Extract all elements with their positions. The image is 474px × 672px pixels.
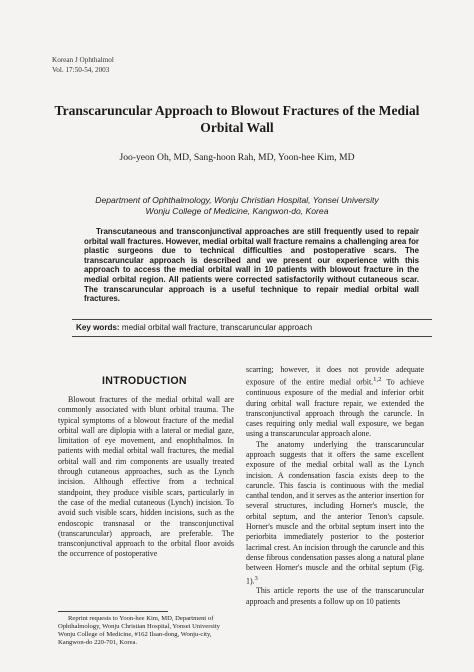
intro-paragraph-2: [246, 440, 424, 587]
body-column-left: [58, 395, 234, 560]
intro-paragraph-1: Blowout fractures of the medial orbital wall are commonly associated with blunt orbital trauma. The typical symptoms of a blowout fracture of the medial orbital wall are diplopia with a lateral or medial gaze, limitation of eye movement, and enophthalmos. In patients with medial orbital wall fractures, the medial orbital wall and rim components are usually treated through cutaneous approaches, such as the Lynch incision. Although effective from a technical standpoint, they produce visible scars, particularly in the case of the medial cutaneous (Lynch) incision. To avoid such visible scars, hidden incisions, such as the endoscopic transnasal or the transconjunctival (transcaruncular) approach, are preferable. The transconjunctival approach to the orbital floor avoids the occurrence of postoperative: [58, 395, 234, 559]
intro-paragraph-continued: [246, 365, 424, 440]
section-heading-introduction: INTRODUCTION: [102, 375, 187, 387]
reprint-footnote: Reprint requests to Yoon-hee Kim, MD, Department of Ophthalmology, Wonju Christian Hospital, Yonsei University Wonju College of Medicine, #162 Ilsan-dong, Wonju-city, Kangwon-do 220-701, Korea.: [58, 615, 220, 646]
author-list: Joo-yeon Oh, MD, Sang-hoon Rah, MD, Yoon-hee Kim, MD: [119, 152, 355, 163]
keywords: [76, 323, 312, 332]
paper-title: Transcaruncular Approach to Blowout Fractures of the Medial Orbital Wall: [54, 103, 420, 135]
intro-paragraph-2-text: The anatomy underlying the transcaruncular approach suggests that it offers the same excellent exposure of the medial orbital wall as the Lynch incision. A condensation fascia exists deep to the caruncle. This fascia is continuous with the medial canthal tendon, and it serves as the anterior insertion for several structures, including Horner's muscle, the orbital septum, and the anterior Tenon's capsule. Horner's muscle and the orbital septum insert into the periorbita immediately posterior to the posterior lacrimal crest. An incision through the caruncle and this dense fibrous condensation passes along a natural plane between Horner's muscle and the orbital septum (Fig. 1).: [246, 439, 424, 586]
intro-continued-text: scarring; however, it does not provide adequate exposure of the entire medial orbit.: [246, 365, 424, 387]
journal-citation: [52, 56, 114, 75]
citation-ref-3: 3: [254, 574, 258, 582]
affiliation-line-1: Department of Ophthalmology, Wonju Christian Hospital, Yonsei University: [95, 195, 379, 205]
affiliation-line-2: Wonju College of Medicine, Kangwon-do, Korea: [145, 206, 329, 216]
keywords-text: medial orbital wall fracture, transcaruncular approach: [121, 323, 313, 332]
keywords-top-rule: [72, 319, 432, 320]
keywords-bottom-rule: [72, 336, 432, 337]
affiliation: [40, 195, 434, 217]
intro-continued-text-2: To achieve continuous exposure of the medial and inferior orbit during orbital wall fracture repair, we extended the transconjunctival approach through the caruncle. In cases requiring only medial wall exposure, we began using a transcaruncular approach alone.: [246, 377, 425, 439]
journal-name: Korean J Ophthalmol: [52, 56, 114, 64]
journal-volume: Vol. 17:50-54, 2003: [52, 65, 110, 74]
body-column-right: [246, 365, 424, 607]
abstract: Transcutaneous and transconjunctival approaches are still frequently used to repair orbital wall fractures. However, medial orbital wall fracture remains a challenging area for plastic surgeons due to technical difficulties and postoperative scars. The transcaruncular approach is described and we present our experience with this approach to access the medial orbital wall in 10 patients with blowout fracture in the medial orbital region. All patients were corrected satisfactorily without cutaneous scar. The transcaruncular approach is a useful technique to repair medial orbital wall fractures.: [84, 227, 419, 304]
intro-paragraph-3: This article reports the use of the transcaruncular approach and presents a follow up on 10 patients: [246, 586, 424, 606]
citation-ref-1-2: 1,2: [373, 376, 382, 384]
keywords-label: Key words:: [76, 323, 120, 332]
footnote-rule: [58, 611, 168, 612]
